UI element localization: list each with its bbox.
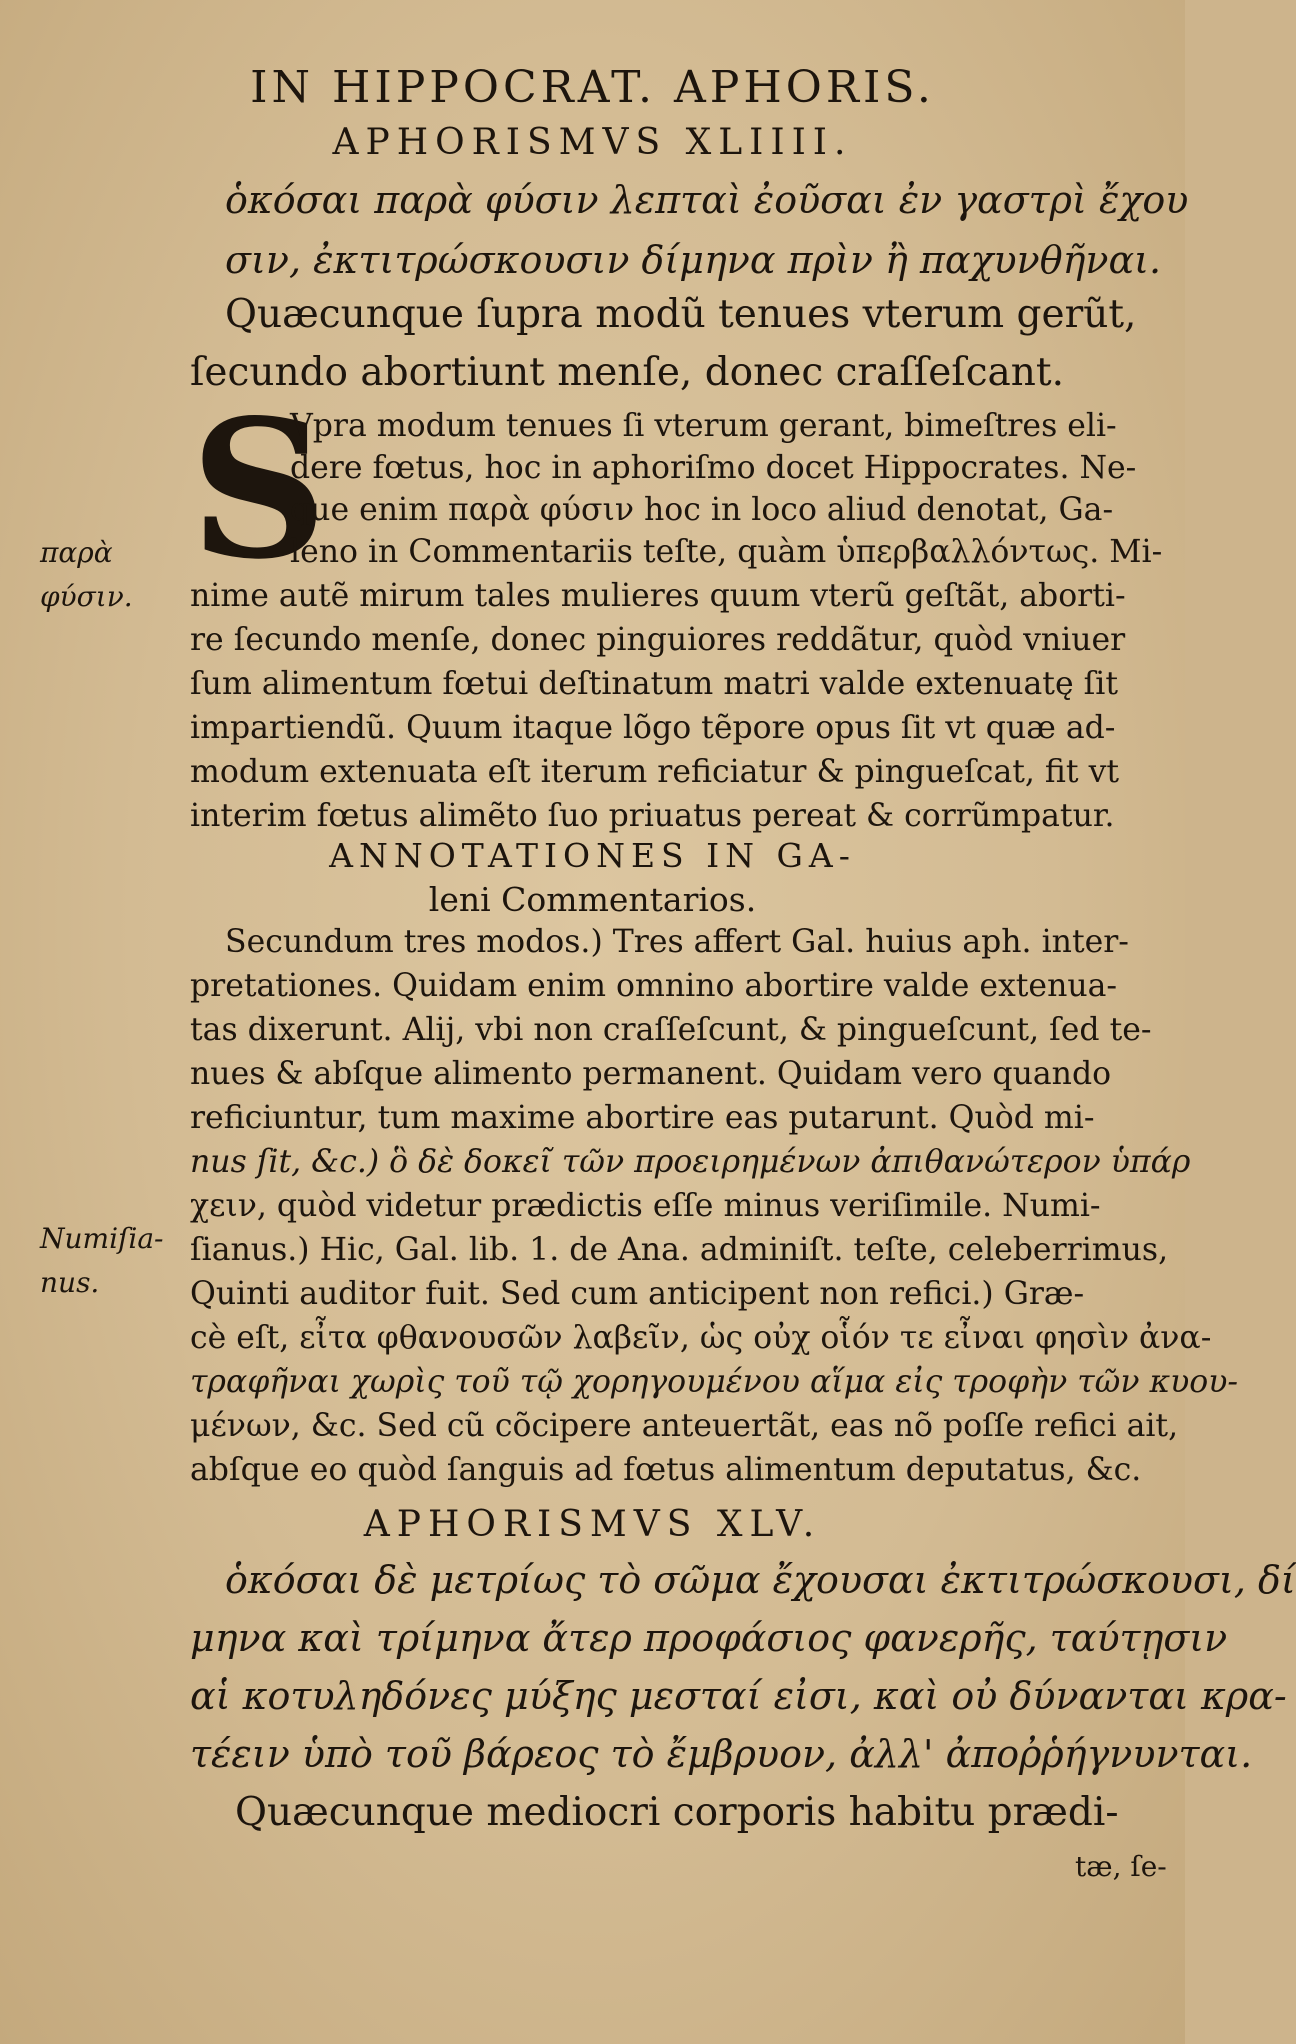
aphorism-45-title: APHORISMVS XLV.: [363, 1504, 822, 1545]
commentary-line: ſum alimentum fœtui deſtinatum matri valde extenuatę ſit: [190, 666, 1119, 702]
annotation-line: cè eſt, εἶτα φθανουσῶν λαβεῖν, ὡς οὐχ οἷόν τε εἶναι φησὶν ἀνα-: [190, 1320, 1212, 1356]
annotations-subtitle: leni Commentarios.: [428, 880, 757, 919]
aphorism-45-greek-line: αἱ κοτυληδόνες μύξης μεσταί εἰσι, καὶ οὐ δύνανται κρα-: [190, 1674, 1287, 1718]
aphorism-44-greek-line: σιν, ἐκτιτρώσκουσιν δίμηνα πρὶν ἢ παχυνθῆναι.: [225, 238, 1162, 282]
annotation-line: τραφῆναι χωρὶς τοῦ τῷ χορηγουμένου αἵμα εἰς τροφὴν τῶν κυου-: [190, 1364, 1239, 1400]
margin-note-numisianus: Numiſia-: [40, 1222, 164, 1255]
aphorism-45-greek-line: μηνα καὶ τρίμηνα ἄτερ προφάσιος φανερῆς, ταύτῃσιν: [190, 1616, 1228, 1660]
aphorism-45-latin-line: Quæcunque mediocri corporis habitu prædi-: [235, 1790, 1119, 1835]
annotation-line: χειν, quòd videtur prædictis eſſe minus veriſimile. Numi-: [190, 1188, 1101, 1224]
annotation-line: μένων, &c. Sed cũ cõcipere anteuertãt, eas nõ poſſe refici ait,: [190, 1408, 1179, 1444]
margin-note-para-physin: φύσιν.: [40, 580, 133, 613]
commentary-line: nime autẽ mirum tales mulieres quum vterũ geſtãt, aborti-: [190, 578, 1126, 614]
commentary-line: modum extenuata eſt iterum reficiatur & pingueſcat, fit vt: [190, 754, 1120, 790]
catchword: tæ, ſe-: [1075, 1850, 1167, 1883]
aphorism-44-title: APHORISMVS XLIIII.: [332, 122, 853, 163]
margin-note-para-physin: παρὰ: [40, 536, 113, 569]
annotation-line: nus ſit, &c.) ὃ δὲ δοκεῖ τῶν προειρημένων ἀπιθανώτερον ὑπάρ: [190, 1144, 1191, 1180]
aphorism-45-greek-line: τέειν ὑπὸ τοῦ βάρεος τὸ ἔμβρυον, ἀλλ' ἀποῤῥήγνυνται.: [190, 1732, 1253, 1776]
commentary-line: dere fœtus, hoc in aphoriſmo docet Hippocrates. Ne-: [290, 450, 1137, 486]
annotation-line: Secundum tres modos.) Tres affert Gal. huius aph. inter-: [225, 924, 1129, 960]
commentary-line: que enim παρὰ φύσιν hoc in loco aliud denotat, Ga-: [290, 492, 1114, 528]
annotation-line: Quinti auditor fuit. Sed cum anticipent non refici.) Græ-: [190, 1276, 1085, 1312]
commentary-line: impartiendũ. Quum itaque lõgo tẽpore opus ſit vt quæ ad-: [190, 710, 1116, 746]
commentary-line: re ſecundo menſe, donec pinguiores reddãtur, quòd vniuer: [190, 622, 1126, 658]
annotation-line: abſque eo quòd ſanguis ad fœtus alimentum deputatus, &c.: [190, 1452, 1142, 1488]
annotation-line: tas dixerunt. Alij, vbi non craſſeſcunt, & pingueſcunt, ſed te-: [190, 1012, 1152, 1048]
aphorism-45-greek-line: ὁκόσαι δὲ μετρίως τὸ σῶμα ἔχουσαι ἐκτιτρώσκουσι, δί: [225, 1558, 1296, 1602]
running-head: IN HIPPOCRAT. APHORIS.: [250, 62, 935, 113]
annotation-line: reficiuntur, tum maxime abortire eas putarunt. Quòd mi-: [190, 1100, 1095, 1136]
commentary-line: interim fœtus alimẽto ſuo priuatus pereat & corrũmpatur.: [190, 798, 1115, 834]
commentary-line: Vpra modum tenues ſi vterum gerant, bimeſtres eli-: [290, 408, 1117, 444]
aphorism-44-latin-line: ſecundo abortiunt menſe, donec craſſeſcant.: [190, 350, 1064, 395]
commentary-line: leno in Commentariis teſte, quàm ὑπερβαλλόντως. Mi-: [290, 534, 1163, 570]
annotation-line: ſianus.) Hic, Gal. lib. 1. de Ana. adminiſt. teſte, celeberrimus,: [190, 1232, 1169, 1268]
aphorism-44-greek-line: ὁκόσαι παρὰ φύσιν λεπταὶ ἐοῦσαι ἐν γαστρὶ ἔχου: [225, 178, 1189, 222]
annotation-line: nues & abſque alimento permanent. Quidam vero quando: [190, 1056, 1112, 1092]
decorated-initial-s: S: [190, 378, 328, 601]
margin-note-numisianus: nus.: [40, 1266, 100, 1299]
annotations-title: ANNOTATIONES IN GA-: [329, 836, 856, 875]
aphorism-44-latin-line: Quæcunque ſupra modũ tenues vterum gerũt,: [225, 292, 1137, 337]
annotation-line: pretationes. Quidam enim omnino abortire valde extenua-: [190, 968, 1118, 1004]
